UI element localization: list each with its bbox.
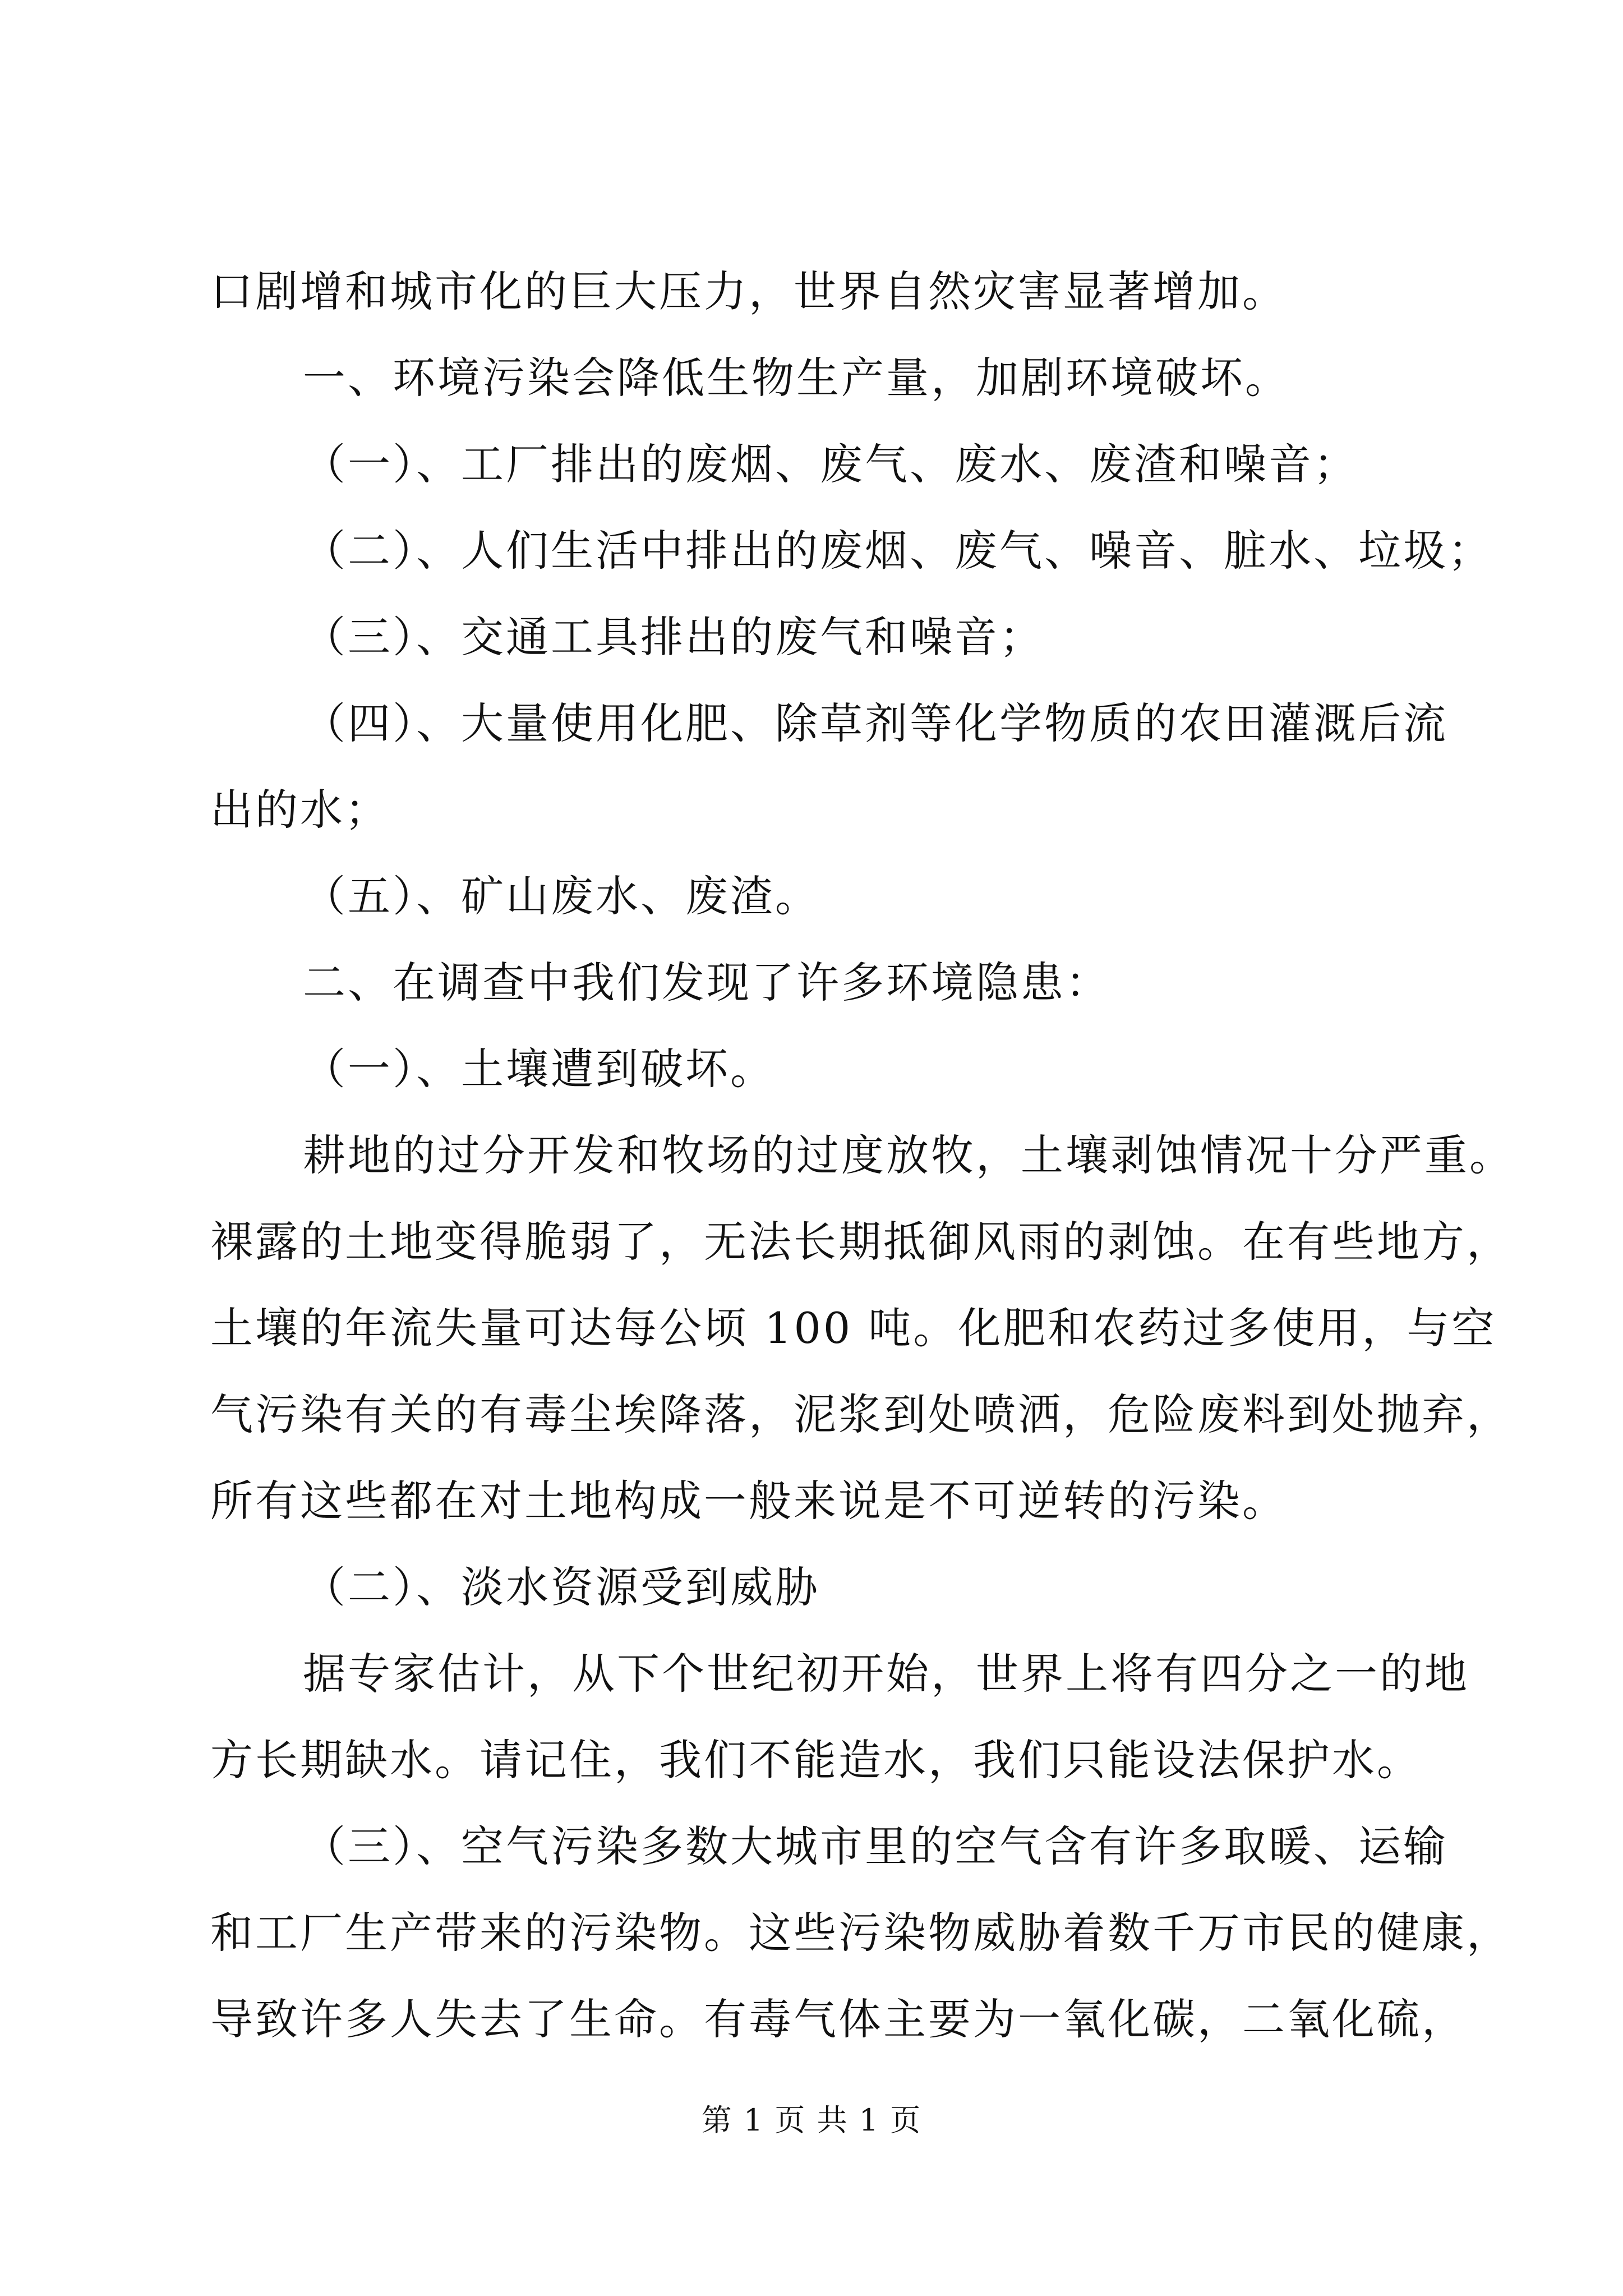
section-heading-2: 二、在调查中我们发现了许多环境隐患：	[303, 958, 1110, 1007]
paragraph-line: 耕地的过分开发和牧场的过度放牧，土壤剥蚀情况十分严重。	[303, 1130, 1514, 1180]
list-item: （五）、矿山废水、废渣。	[303, 871, 820, 921]
paragraph-line: 所有这些都在对土地构成一般来说是不可逆转的污染。	[210, 1476, 1287, 1526]
paragraph-line: 和工厂生产带来的污染物。这些污染物威胁着数千万市民的健康，	[210, 1908, 1511, 1958]
paragraph-line: 裸露的土地变得脆弱了，无法长期抵御风雨的剥蚀。在有些地方，	[210, 1217, 1511, 1267]
list-item: （二）、人们生活中排出的废烟、废气、噪音、脏水、垃圾；	[303, 526, 1493, 576]
subsection-heading: （一）、土壤遭到破坏。	[303, 1044, 775, 1094]
paragraph-line: 气污染有关的有毒尘埃降落，泥浆到处喷洒，危险废料到处抛弃，	[210, 1389, 1511, 1439]
text-line-1: 口剧增和城市化的巨大压力，世界自然灾害显著增加。	[210, 266, 1287, 316]
section-heading-1: 一、环境污染会降低生物生产量，加剧环境破坏。	[303, 353, 1290, 403]
paragraph-line: （三）、空气污染多数大城市里的空气含有许多取暖、运输	[303, 1821, 1448, 1871]
paragraph-line: 方长期缺水。请记住，我们不能造水，我们只能设法保护水。	[210, 1735, 1422, 1785]
page-footer: 第 1 页 共 1 页	[701, 2102, 922, 2138]
paragraph-line: 据专家估计，从下个世纪初开始，世界上将有四分之一的地	[303, 1649, 1469, 1699]
subsection-heading: （二）、淡水资源受到威胁	[303, 1562, 820, 1612]
paragraph-line: 土壤的年流失量可达每公顷 100 吨。化肥和农药过多使用，与空	[210, 1303, 1497, 1353]
list-item: （一）、工厂排出的废烟、废气、废水、废渣和噪音；	[303, 439, 1358, 489]
text-line: 出的水；	[210, 785, 390, 835]
list-item: （三）、交通工具排出的废气和噪音；	[303, 612, 1044, 662]
list-item: （四）、大量使用化肥、除草剂等化学物质的农田灌溉后流	[303, 698, 1448, 748]
paragraph-line: 导致许多人失去了生命。有毒气体主要为一氧化碳，二氧化硫，	[210, 1994, 1467, 2044]
